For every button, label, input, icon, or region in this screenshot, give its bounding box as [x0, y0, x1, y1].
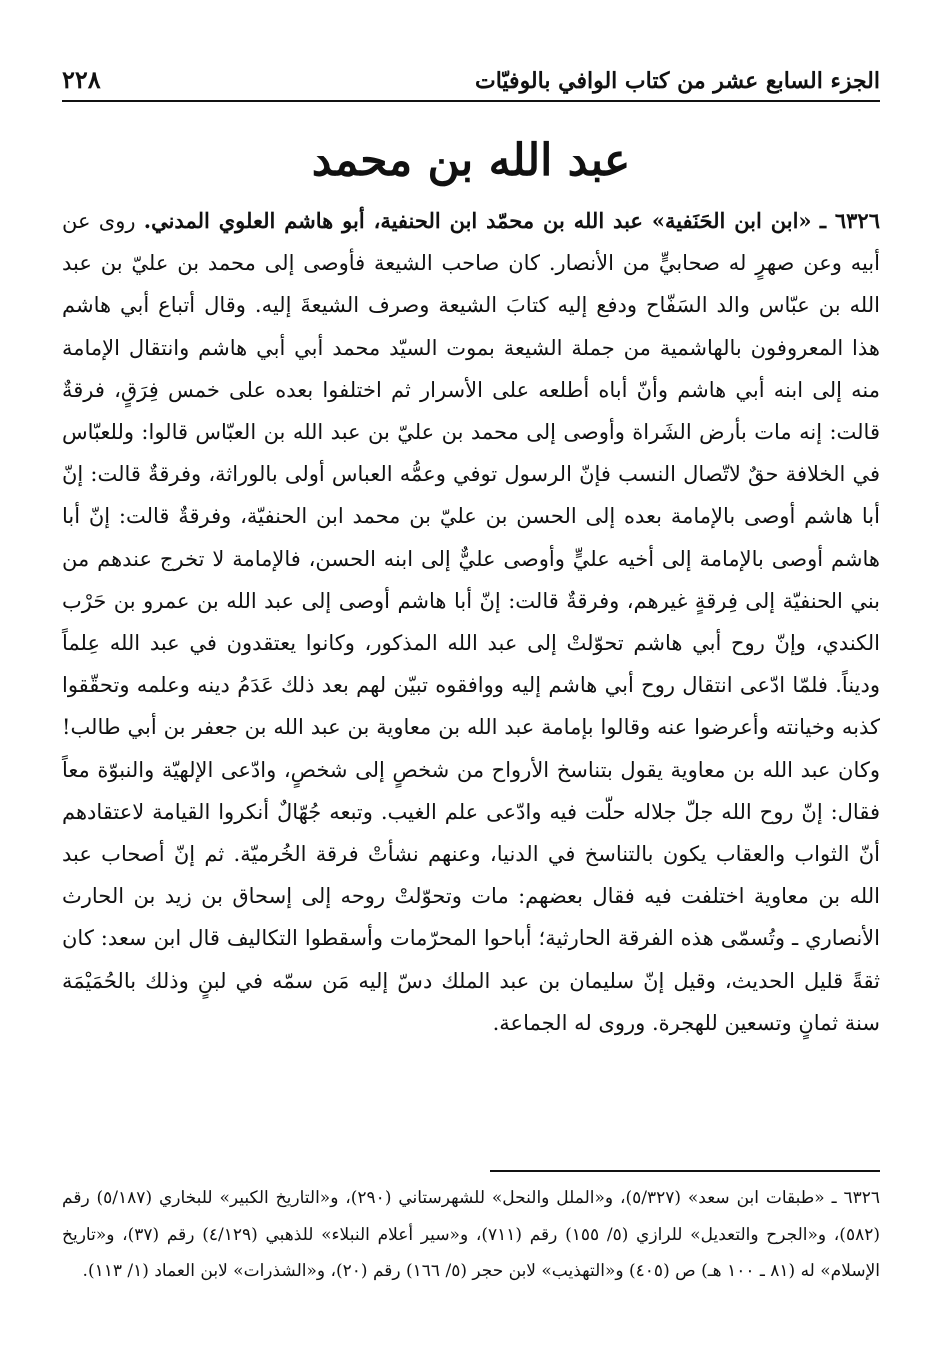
entry-body: [62, 200, 880, 1044]
footnotes: [62, 1180, 880, 1290]
entry-number: ٦٣٢٦ ـ: [819, 208, 880, 233]
running-title: الجزء السابع عشر من كتاب الوافي بالوفيّات: [475, 68, 880, 94]
section-title: عبد الله بن محمد: [311, 135, 631, 186]
footnote-divider: [490, 1170, 880, 1172]
entry-heading: «ابن ابن الحَنَفية» عبد الله بن محمّد ابن الحنفية، أبو هاشم العلوي المدني.: [143, 208, 812, 233]
footnote-text: ٦٣٢٦ ـ «طبقات ابن سعد» (٥/٣٢٧)، و«الملل والنحل» للشهرستاني (٢٩٠)، و«التاريخ الكبير» للبخاري (٥/١٨٧) رقم (٥٨٢)، و«الجرح والتعديل» للرازي (٥/ ١٥٥) رقم (٧١١)، و«سير أعلام النبلاء» للذهبي (٤/١٢٩) رقم (٣٧)، و«تاريخ الإسلام» له (٨١ ـ ١٠٠ هـ) ص (٤٠٥) و«التهذيب» لابن حجر (٥/ ١٦٦) رقم (٢٠)، و«الشذرات» لابن العماد (١/ ١١٣).: [62, 1188, 880, 1281]
entry-paragraph: [62, 200, 880, 1044]
page-header: [62, 58, 880, 102]
page-number: ٢٢٨: [62, 65, 101, 94]
entry-text: روى عن أبيه وعن صهرٍ له صحابيٍّ من الأنصار. كان صاحب الشيعة فأوصى إلى محمد بن عليّ بن عبد الله بن عبّاس والد السَفّاح ودفع إليه كتابَ الشيعة وصرف الشيعةَ إليه. وقال أتباع أبي هاشم هذا المعروفون بالهاشمية من جملة الشيعة بموت السيّد محمد أبي أبي هاشم وانتقال الإمامة منه إلى ابنه أبي هاشم وأنّ أباه أطلعه على الأسرار ثم اختلفوا بعده على خمس فِرَقٍ، فرقةٌ قالت: إنه مات بأرض الشَراة وأوصى إلى محمد بن عليّ بن عبد الله بن العبّاس قالوا: وللعبّاس في الخلافة حقٌ لاتّصال النسب فإنّ الرسول توفي وعمُّه العباس أولى بالوراثة، وفرقةٌ قالت: إنّ أبا هاشم أوصى بالإمامة بعده إلى الحسن بن عليّ بن محمد ابن الحنفيّة، وفرقةٌ قالت: إنّ أبا هاشم أوصى بالإمامة إلى أخيه عليٍّ وأوصى عليٌّ إلى ابنه الحسن، فالإمامة لا تخرج عندهم من بني الحنفيّة إلى فِرقةٍ غيرهم، وفرقةٌ قالت: إنّ أبا هاشم أوصى إلى عبد الله بن عمرو بن حَرْب الكندي، وإنّ روح أبي هاشم تحوّلتْ إلى عبد الله المذكور، وكانوا يعتقدون في عبد الله عِلماً وديناً. فلمّا ادّعى انتقال روح أبي هاشم إليه ووافقوه تبيّن لهم بعد ذلك عَدَمُ دينه وعلمه وتحقّقوا كذبه وخيانته وأعرضوا عنه وقالوا بإمامة عبد الله بن معاوية بن عبد الله بن جعفر بن أبي طالب! وكان عبد الله بن معاوية يقول بتناسخ الأرواح من شخصٍ إلى شخصٍ، وادّعى الإلهيّة والنبوّة معاً فقال: إنّ روح الله جلّ جلاله حلّت فيه وادّعى علم الغيب. وتبعه جُهّالٌ أنكروا القيامة لاعتقادهم أنّ الثواب والعقاب يكون بالتناسخ في الدنيا، وعنهم نشأتْ فرقة الخُرميّة. ثم إنّ أصحاب عبد الله بن معاوية اختلفت فيه فقال بعضهم: مات وتحوّلتْ روحه إلى إسحاق بن زيد بن الحارث الأنصاري ـ وتُسمّى هذه الفرقة الحارثية؛ أباحوا المحرّمات وأسقطوا التكاليف قال ابن سعد: كان ثقةً قليل الحديث، وقيل إنّ سليمان بن عبد الملك دسّ إليه مَن سمّه في لبنٍ وذلك بالحُمَيْمَة سنة ثمانٍ وتسعين للهجرة. وروى له الجماعة.: [62, 209, 880, 1035]
